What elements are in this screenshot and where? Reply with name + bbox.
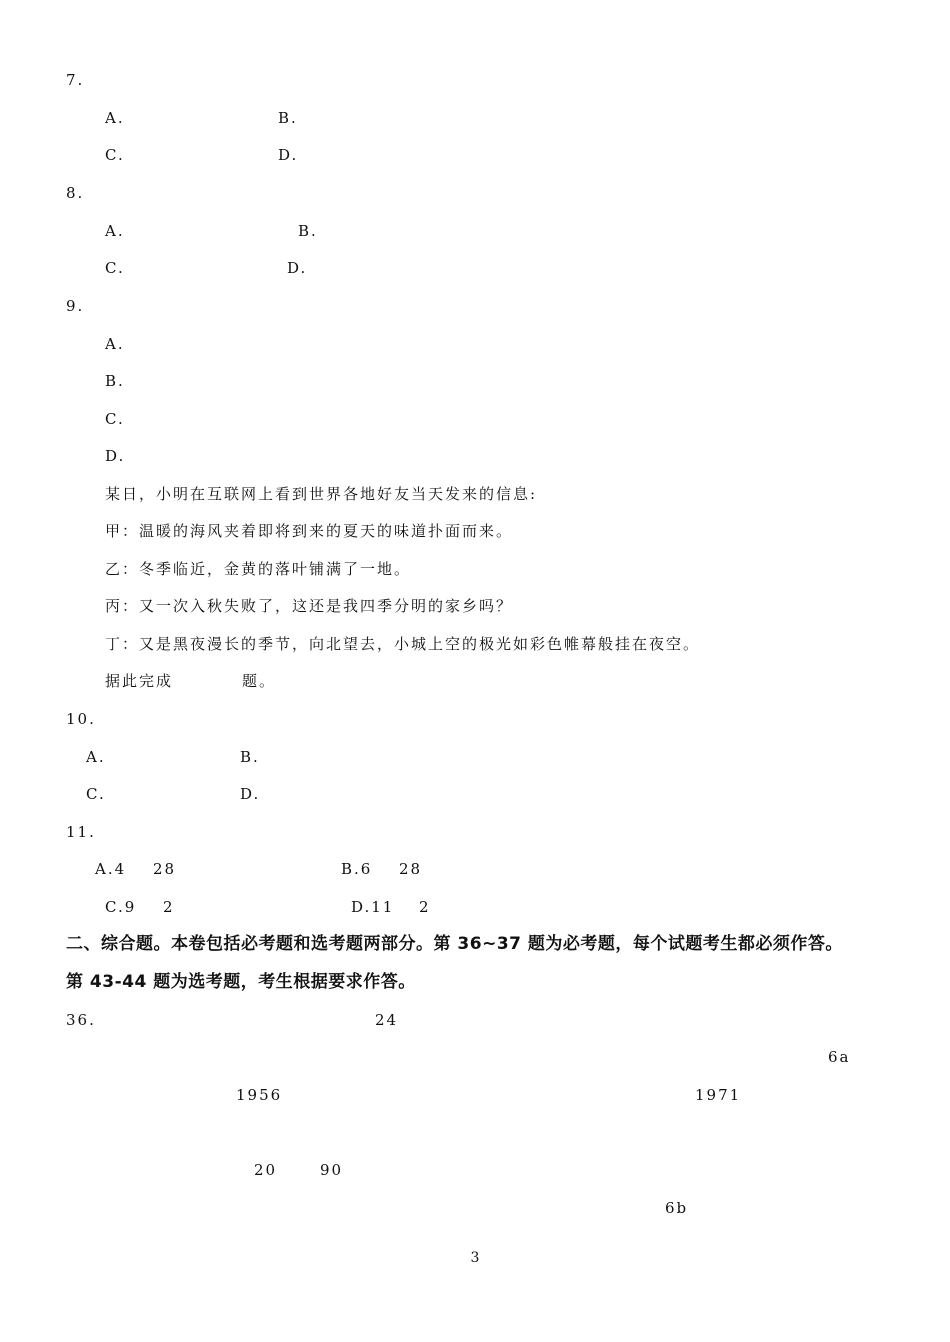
passage-intro: 某日，小明在互联网上看到世界各地好友当天发来的信息: xyxy=(105,485,538,503)
figure-6b-ref: 6b xyxy=(665,1199,689,1217)
number-20: 20 xyxy=(254,1161,278,1179)
question-8-option-d: D. xyxy=(287,259,308,277)
passage-message-jia: 甲：温暖的海风夹着即将到来的夏天的味道扑面而来。 xyxy=(105,522,514,540)
question-10-option-a: A. xyxy=(86,748,106,766)
year-1956: 1956 xyxy=(236,1086,283,1104)
question-10-option-d: D. xyxy=(240,785,261,803)
question-11-option-b-day: 28 xyxy=(399,860,423,878)
question-36-stem: 36. xyxy=(66,1011,96,1029)
question-11-option-d: D.11 xyxy=(351,898,395,916)
question-9-option-d: D. xyxy=(105,447,126,465)
question-10-option-b: B. xyxy=(240,748,260,766)
question-11-option-a-day: 28 xyxy=(153,860,177,878)
question-7-stem: 7. xyxy=(66,71,85,89)
question-8-option-b: B. xyxy=(298,222,318,240)
question-10-stem: 10. xyxy=(66,710,96,728)
question-11-stem: 11. xyxy=(66,823,96,841)
passage-prompt-end: 题。 xyxy=(242,672,277,690)
passage-prompt-start: 据此完成 xyxy=(105,672,174,690)
question-11-option-a: A.4 xyxy=(95,860,127,878)
number-90: 90 xyxy=(320,1161,344,1179)
question-10-option-c: C. xyxy=(86,785,106,803)
year-1971: 1971 xyxy=(695,1086,742,1104)
question-9-option-b: B. xyxy=(105,372,125,390)
passage-message-bing: 丙：又一次入秋失败了，这还是我四季分明的家乡吗？ xyxy=(105,597,514,615)
question-8-option-a: A. xyxy=(105,222,125,240)
question-9-option-c: C. xyxy=(105,410,125,428)
question-11-option-c: C.9 xyxy=(105,898,137,916)
question-9-stem: 9. xyxy=(66,297,85,315)
question-8-stem: 8. xyxy=(66,184,85,202)
question-7-option-b: B. xyxy=(278,109,298,127)
section-2-heading-line-2: 第 43-44 题为选考题，考生根据要求作答。 xyxy=(66,972,416,992)
passage-message-yi: 乙：冬季临近，金黄的落叶铺满了一地。 xyxy=(105,560,412,578)
question-11-option-c-day: 2 xyxy=(163,898,175,916)
question-9-option-a: A. xyxy=(105,335,125,353)
figure-6a-ref: 6a xyxy=(828,1048,851,1066)
passage-message-ding: 丁：又是黑夜漫长的季节，向北望去，小城上空的极光如彩色帷幕般挂在夜空。 xyxy=(105,635,701,653)
question-7-option-c: C. xyxy=(105,146,125,164)
question-11-option-b: B.6 xyxy=(341,860,373,878)
question-8-option-c: C. xyxy=(105,259,125,277)
question-7-option-d: D. xyxy=(278,146,299,164)
page-number: 3 xyxy=(470,1250,480,1266)
question-7-option-a: A. xyxy=(105,109,125,127)
question-11-option-d-day: 2 xyxy=(419,898,431,916)
question-36-points: 24 xyxy=(375,1011,399,1029)
section-2-heading-line-1: 二、综合题。本卷包括必考题和选考题两部分。第 36~37 题为必考题，每个试题考生都必须作答。 xyxy=(66,934,843,954)
